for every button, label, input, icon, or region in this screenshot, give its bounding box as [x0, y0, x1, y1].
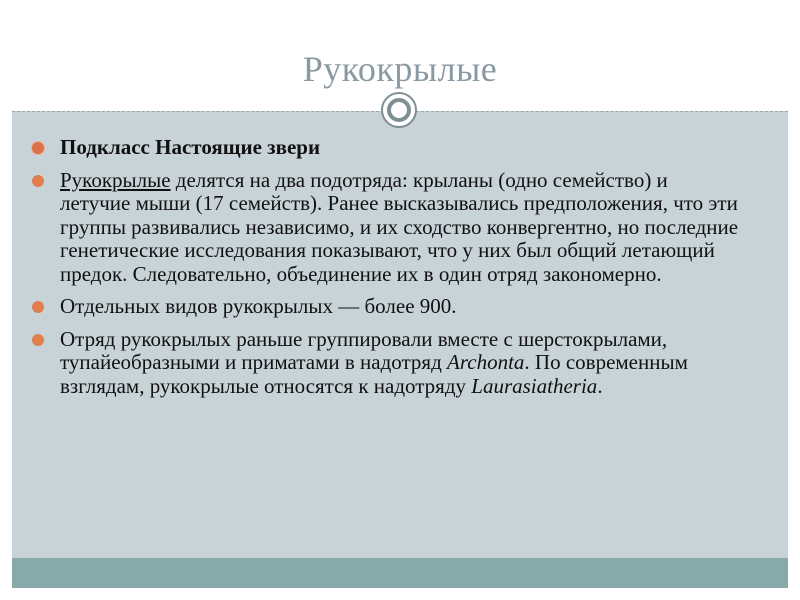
bullet-dot-icon	[32, 142, 44, 154]
bullet-text: Подкласс Настоящие звери	[60, 135, 321, 159]
bullet-item-4	[30, 328, 740, 399]
bullet-dot-icon	[32, 175, 44, 187]
bats-link[interactable]: Рукокрылые	[60, 167, 171, 192]
bullet-text-before: Отряд рукокрылых раньше группировали вместе с шерстокрылами, тупайеобразными и приматами в надотряд	[60, 326, 668, 374]
slide-title: Рукокрылые	[302, 49, 498, 89]
slide-content	[30, 136, 740, 407]
bullet-dot-icon	[32, 334, 44, 346]
double-circle-icon	[381, 92, 417, 128]
bullet-item-2	[30, 169, 740, 287]
laurasiatheria-term: Laurasiatheria	[471, 373, 598, 398]
bullet-item-3	[30, 295, 740, 319]
bullet-text: Отдельных видов рукокрылых — более 900.	[60, 294, 457, 318]
bullet-text: делятся на два подотряда: крыланы (одно семейство) и летучие мыши (17 семейств). Ранее высказывались предположения, что эти группы развивались независимо, и их сходство конвергентно, но последние генетические исследования показывают, что у них был общий летающий предок. Следовательно, объединение их в один отряд закономерно.	[60, 167, 739, 286]
archonta-term: Archonta	[447, 350, 525, 374]
bullet-item-1	[30, 136, 740, 160]
bullet-dot-icon	[32, 301, 44, 313]
slide	[12, 12, 788, 588]
footer-bar	[12, 558, 788, 588]
bullet-text-after: .	[597, 373, 603, 398]
bullet-text-middle: . По современным взглядам, рукокрылые относятся к надотряду	[60, 350, 688, 398]
